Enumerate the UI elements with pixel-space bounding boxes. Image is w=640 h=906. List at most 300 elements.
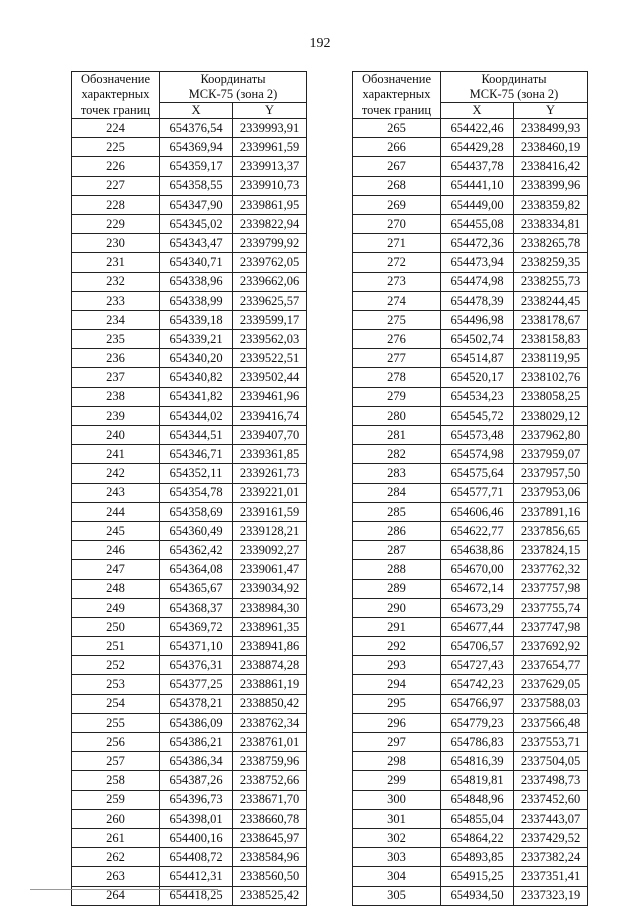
point-header-line: характерных [362, 87, 431, 102]
x-coordinate-cell: 654359,17 [160, 157, 233, 176]
point-number-cell: 230 [72, 234, 160, 253]
x-coordinate-cell: 654368,37 [160, 598, 233, 617]
x-coordinate-cell: 654358,69 [160, 502, 233, 521]
point-number-cell: 234 [72, 310, 160, 329]
x-coordinate-cell: 654766,97 [441, 694, 514, 713]
table-row [72, 713, 307, 732]
table-row [72, 521, 307, 540]
point-number-cell: 251 [72, 637, 160, 656]
point-number-cell: 241 [72, 445, 160, 464]
table-row [72, 291, 307, 310]
y-coordinate-cell: 2339662,06 [233, 272, 307, 291]
point-number-cell: 292 [353, 637, 441, 656]
x-coordinate-cell: 654365,67 [160, 579, 233, 598]
table-row [353, 886, 588, 905]
table-row [353, 828, 588, 847]
point-number-cell: 265 [353, 119, 441, 138]
point-number-cell: 304 [353, 867, 441, 886]
y-coordinate-cell: 2338861,19 [233, 675, 307, 694]
x-coordinate-cell: 654400,16 [160, 828, 233, 847]
table-row [72, 138, 307, 157]
point-number-cell: 242 [72, 464, 160, 483]
y-coordinate-cell: 2339625,57 [233, 291, 307, 310]
footnote-divider [30, 889, 218, 890]
x-coordinate-cell: 654677,44 [441, 617, 514, 636]
table-row [72, 214, 307, 233]
x-coordinate-cell: 654369,94 [160, 138, 233, 157]
y-coordinate-cell: 2337323,19 [514, 886, 588, 905]
table-row [72, 426, 307, 445]
y-coordinate-cell: 2337692,92 [514, 637, 588, 656]
point-number-cell: 248 [72, 579, 160, 598]
x-coordinate-cell: 654371,10 [160, 637, 233, 656]
x-coordinate-cell: 654369,72 [160, 617, 233, 636]
table-row [353, 387, 588, 406]
table-row [72, 790, 307, 809]
x-coordinate-cell: 654742,23 [441, 675, 514, 694]
y-coordinate-cell: 2339034,92 [233, 579, 307, 598]
table-row [72, 445, 307, 464]
y-coordinate-cell: 2337962,80 [514, 426, 588, 445]
x-coordinate-cell: 654449,00 [441, 195, 514, 214]
table-row [72, 598, 307, 617]
x-coordinate-cell: 654575,64 [441, 464, 514, 483]
table-row [353, 272, 588, 291]
point-number-cell: 274 [353, 291, 441, 310]
x-coordinate-cell: 654573,48 [441, 426, 514, 445]
y-coordinate-cell: 2339261,73 [233, 464, 307, 483]
table-row [72, 464, 307, 483]
y-coordinate-cell: 2338102,76 [514, 368, 588, 387]
point-header-line: характерных [81, 87, 150, 102]
y-coordinate-cell: 2337654,77 [514, 656, 588, 675]
coordinates-table-left [71, 71, 307, 906]
x-coordinate-cell: 654364,08 [160, 560, 233, 579]
x-coordinate-cell: 654344,02 [160, 406, 233, 425]
table-row [353, 138, 588, 157]
x-coordinate-cell: 654455,08 [441, 214, 514, 233]
table-row [353, 656, 588, 675]
y-coordinate-cell: 2337762,32 [514, 560, 588, 579]
y-coordinate-cell: 2337953,06 [514, 483, 588, 502]
point-number-cell: 291 [353, 617, 441, 636]
y-coordinate-cell: 2339861,95 [233, 195, 307, 214]
x-coordinate-cell: 654545,72 [441, 406, 514, 425]
y-coordinate-cell: 2337429,52 [514, 828, 588, 847]
x-coordinate-cell: 654362,42 [160, 541, 233, 560]
coordinates-header: Координаты [160, 72, 307, 88]
table-body-left [72, 119, 307, 906]
y-coordinate-cell: 2337566,48 [514, 713, 588, 732]
y-coordinate-cell: 2338259,35 [514, 253, 588, 272]
x-coordinate-cell: 654339,21 [160, 330, 233, 349]
y-coordinate-cell: 2339461,96 [233, 387, 307, 406]
table-row [353, 675, 588, 694]
x-coordinate-cell: 654606,46 [441, 502, 514, 521]
point-number-cell: 254 [72, 694, 160, 713]
y-coordinate-cell: 2337747,98 [514, 617, 588, 636]
table-row [72, 176, 307, 195]
point-number-cell: 232 [72, 272, 160, 291]
y-coordinate-cell: 2338874,28 [233, 656, 307, 675]
table-row [72, 368, 307, 387]
point-number-cell: 260 [72, 809, 160, 828]
table-row [72, 483, 307, 502]
point-number-cell: 261 [72, 828, 160, 847]
point-number-cell: 296 [353, 713, 441, 732]
table-row [353, 752, 588, 771]
y-coordinate-cell: 2338416,42 [514, 157, 588, 176]
y-coordinate-cell: 2337382,24 [514, 848, 588, 867]
x-coordinate-cell: 654441,10 [441, 176, 514, 195]
point-header-line: точек границ [361, 102, 432, 117]
point-number-cell: 279 [353, 387, 441, 406]
point-number-cell: 247 [72, 560, 160, 579]
point-number-cell: 253 [72, 675, 160, 694]
point-number-cell: 238 [72, 387, 160, 406]
y-coordinate-cell: 2339522,51 [233, 349, 307, 368]
point-number-cell: 289 [353, 579, 441, 598]
table-row [353, 426, 588, 445]
table-row [353, 579, 588, 598]
x-coordinate-cell: 654387,26 [160, 771, 233, 790]
x-coordinate-cell: 654339,18 [160, 310, 233, 329]
y-coordinate-cell: 2339961,59 [233, 138, 307, 157]
point-number-cell: 240 [72, 426, 160, 445]
table-row [353, 330, 588, 349]
x-coordinate-cell: 654340,71 [160, 253, 233, 272]
table-row [353, 176, 588, 195]
y-coordinate-cell: 2338645,97 [233, 828, 307, 847]
y-coordinate-cell: 2338671,70 [233, 790, 307, 809]
y-coordinate-cell: 2338660,78 [233, 809, 307, 828]
x-coordinate-cell: 654345,02 [160, 214, 233, 233]
x-coordinate-cell: 654472,36 [441, 234, 514, 253]
y-coordinate-cell: 2337553,71 [514, 733, 588, 752]
y-coordinate-cell: 2338158,83 [514, 330, 588, 349]
y-coordinate-cell: 2339161,59 [233, 502, 307, 521]
point-number-cell: 285 [353, 502, 441, 521]
point-number-cell: 237 [72, 368, 160, 387]
x-coordinate-cell: 654386,34 [160, 752, 233, 771]
point-number-cell: 256 [72, 733, 160, 752]
y-coordinate-cell: 2337856,65 [514, 521, 588, 540]
x-coordinate-cell: 654437,78 [441, 157, 514, 176]
point-number-cell: 224 [72, 119, 160, 138]
x-coordinate-cell: 654577,71 [441, 483, 514, 502]
y-coordinate-cell: 2338560,50 [233, 867, 307, 886]
table-row [72, 330, 307, 349]
x-coordinate-cell: 654429,28 [441, 138, 514, 157]
x-coordinate-cell: 654893,85 [441, 848, 514, 867]
table-row [72, 637, 307, 656]
point-header-line: Обозначение [80, 72, 151, 86]
x-coordinate-cell: 654855,04 [441, 809, 514, 828]
x-coordinate-cell: 654496,98 [441, 310, 514, 329]
point-number-cell: 227 [72, 176, 160, 195]
y-coordinate-cell: 2338460,19 [514, 138, 588, 157]
y-coordinate-cell: 2339599,17 [233, 310, 307, 329]
x-coordinate-cell: 654340,82 [160, 368, 233, 387]
point-number-cell: 280 [353, 406, 441, 425]
x-coordinate-cell: 654341,82 [160, 387, 233, 406]
x-coordinate-cell: 654396,73 [160, 790, 233, 809]
point-number-cell: 264 [72, 886, 160, 905]
x-coordinate-cell: 654412,31 [160, 867, 233, 886]
table-row [353, 521, 588, 540]
table-row [353, 464, 588, 483]
table-row [353, 790, 588, 809]
table-row [353, 694, 588, 713]
table-row [353, 771, 588, 790]
table-body-right [353, 119, 588, 906]
y-coordinate-cell: 2339128,21 [233, 521, 307, 540]
y-coordinate-cell: 2339092,27 [233, 541, 307, 560]
point-number-cell: 281 [353, 426, 441, 445]
table-row [353, 541, 588, 560]
y-coordinate-cell: 2339361,85 [233, 445, 307, 464]
table-row [353, 157, 588, 176]
table-row [353, 560, 588, 579]
point-number-cell: 302 [353, 828, 441, 847]
point-number-cell: 263 [72, 867, 160, 886]
x-coordinate-cell: 654473,94 [441, 253, 514, 272]
x-coordinate-cell: 654786,83 [441, 733, 514, 752]
x-coordinate-cell: 654352,11 [160, 464, 233, 483]
point-number-cell: 298 [353, 752, 441, 771]
table-row [353, 733, 588, 752]
x-coordinate-cell: 654346,71 [160, 445, 233, 464]
table-row [353, 598, 588, 617]
y-coordinate-cell: 2339799,92 [233, 234, 307, 253]
point-number-cell: 252 [72, 656, 160, 675]
y-coordinate-cell: 2337757,98 [514, 579, 588, 598]
x-coordinate-cell: 654848,96 [441, 790, 514, 809]
table-row [72, 253, 307, 272]
x-coordinate-cell: 654672,14 [441, 579, 514, 598]
point-number-cell: 245 [72, 521, 160, 540]
x-coordinate-cell: 654819,81 [441, 771, 514, 790]
y-coordinate-cell: 2338984,30 [233, 598, 307, 617]
y-coordinate-cell: 2337588,03 [514, 694, 588, 713]
x-coordinate-cell: 654478,39 [441, 291, 514, 310]
point-number-cell: 297 [353, 733, 441, 752]
table-row [353, 234, 588, 253]
y-coordinate-cell: 2338584,96 [233, 848, 307, 867]
y-coordinate-cell: 2339562,03 [233, 330, 307, 349]
point-number-cell: 272 [353, 253, 441, 272]
table-row [353, 445, 588, 464]
x-coordinate-cell: 654340,20 [160, 349, 233, 368]
table-row [353, 368, 588, 387]
point-number-cell: 293 [353, 656, 441, 675]
x-coordinate-cell: 654376,31 [160, 656, 233, 675]
x-coordinate-cell: 654418,25 [160, 886, 233, 905]
table-row [72, 733, 307, 752]
point-number-cell: 288 [353, 560, 441, 579]
y-coordinate-cell: 2339221,01 [233, 483, 307, 502]
x-coordinate-cell: 654915,25 [441, 867, 514, 886]
y-coordinate-cell: 2338058,25 [514, 387, 588, 406]
x-coordinate-cell: 654343,47 [160, 234, 233, 253]
point-number-cell: 259 [72, 790, 160, 809]
y-coordinate-cell: 2338499,93 [514, 119, 588, 138]
table-row [353, 119, 588, 138]
point-number-cell: 257 [72, 752, 160, 771]
y-coordinate-cell: 2339407,70 [233, 426, 307, 445]
table-row [72, 579, 307, 598]
table-row [72, 234, 307, 253]
x-coordinate-cell: 654864,22 [441, 828, 514, 847]
point-designation-header [72, 72, 160, 119]
y-coordinate-cell: 2338762,34 [233, 713, 307, 732]
x-coordinate-cell: 654779,23 [441, 713, 514, 732]
x-coordinate-cell: 654398,01 [160, 809, 233, 828]
x-coordinate-cell: 654816,39 [441, 752, 514, 771]
table-row [72, 617, 307, 636]
point-number-cell: 243 [72, 483, 160, 502]
y-coordinate-cell: 2338961,35 [233, 617, 307, 636]
y-coordinate-cell: 2338850,42 [233, 694, 307, 713]
table-row [72, 809, 307, 828]
x-coordinate-cell: 654934,50 [441, 886, 514, 905]
table-row [353, 253, 588, 272]
y-coordinate-cell: 2337957,50 [514, 464, 588, 483]
y-coordinate-cell: 2337443,07 [514, 809, 588, 828]
point-number-cell: 235 [72, 330, 160, 349]
y-coordinate-cell: 2339762,05 [233, 253, 307, 272]
table-row [72, 867, 307, 886]
point-header-line: точек границ [80, 102, 151, 117]
point-number-cell: 282 [353, 445, 441, 464]
point-header-line: Обозначение [361, 72, 432, 86]
x-coordinate-cell: 654377,25 [160, 675, 233, 694]
table-row [353, 483, 588, 502]
point-number-cell: 231 [72, 253, 160, 272]
table-row [72, 675, 307, 694]
y-coordinate-cell: 2338178,67 [514, 310, 588, 329]
x-coordinate-cell: 654622,77 [441, 521, 514, 540]
x-coordinate-cell: 654386,09 [160, 713, 233, 732]
table-row [72, 828, 307, 847]
x-coordinate-cell: 654670,00 [441, 560, 514, 579]
point-number-cell: 300 [353, 790, 441, 809]
table-row [72, 387, 307, 406]
point-number-cell: 290 [353, 598, 441, 617]
y-coordinate-cell: 2337891,16 [514, 502, 588, 521]
x-coordinate-cell: 654422,46 [441, 119, 514, 138]
point-number-cell: 276 [353, 330, 441, 349]
y-coordinate-cell: 2339993,91 [233, 119, 307, 138]
y-coordinate-cell: 2339502,44 [233, 368, 307, 387]
table-row [353, 502, 588, 521]
point-number-cell: 303 [353, 848, 441, 867]
x-coordinate-cell: 654520,17 [441, 368, 514, 387]
y-coordinate-cell: 2338941,86 [233, 637, 307, 656]
coordinates-table-right [352, 71, 588, 906]
y-coordinate-cell: 2337824,15 [514, 541, 588, 560]
y-coordinate-cell: 2337959,07 [514, 445, 588, 464]
page-number: 192 [309, 36, 331, 51]
point-number-cell: 266 [353, 138, 441, 157]
table-row [72, 541, 307, 560]
point-number-cell: 277 [353, 349, 441, 368]
point-number-cell: 273 [353, 272, 441, 291]
x-coordinate-cell: 654360,49 [160, 521, 233, 540]
x-coordinate-cell: 654338,96 [160, 272, 233, 291]
x-coordinate-cell: 654408,72 [160, 848, 233, 867]
point-number-cell: 228 [72, 195, 160, 214]
x-coordinate-cell: 654338,99 [160, 291, 233, 310]
y-coordinate-cell: 2338334,81 [514, 214, 588, 233]
table-row [72, 771, 307, 790]
x-coordinate-cell: 654727,43 [441, 656, 514, 675]
point-number-cell: 255 [72, 713, 160, 732]
point-designation-header [353, 72, 441, 119]
x-coordinate-cell: 654358,55 [160, 176, 233, 195]
x-coordinate-cell: 654673,29 [441, 598, 514, 617]
point-number-cell: 225 [72, 138, 160, 157]
x-coordinate-cell: 654344,51 [160, 426, 233, 445]
table-row [72, 119, 307, 138]
y-coordinate-cell: 2337629,05 [514, 675, 588, 694]
table-row [72, 195, 307, 214]
point-number-cell: 284 [353, 483, 441, 502]
table-row [72, 406, 307, 425]
point-number-cell: 295 [353, 694, 441, 713]
table-row [353, 406, 588, 425]
y-coordinate-cell: 2338244,45 [514, 291, 588, 310]
point-number-cell: 305 [353, 886, 441, 905]
y-coordinate-cell: 2338399,96 [514, 176, 588, 195]
point-number-cell: 294 [353, 675, 441, 694]
point-number-cell: 250 [72, 617, 160, 636]
table-row [353, 349, 588, 368]
table-row [72, 349, 307, 368]
point-number-cell: 269 [353, 195, 441, 214]
y-coordinate-cell: 2338029,12 [514, 406, 588, 425]
x-coordinate-cell: 654354,78 [160, 483, 233, 502]
point-number-cell: 244 [72, 502, 160, 521]
point-number-cell: 246 [72, 541, 160, 560]
y-coordinate-cell: 2338265,78 [514, 234, 588, 253]
table-row [72, 656, 307, 675]
x-coordinate-cell: 654514,87 [441, 349, 514, 368]
table-row [72, 502, 307, 521]
point-number-cell: 270 [353, 214, 441, 233]
table-row [72, 560, 307, 579]
y-coordinate-cell: 2338761,01 [233, 733, 307, 752]
table-row [353, 637, 588, 656]
point-number-cell: 301 [353, 809, 441, 828]
coordinates-header: Координаты [441, 72, 588, 88]
x-coordinate-cell: 654534,23 [441, 387, 514, 406]
y-coordinate-cell: 2337351,41 [514, 867, 588, 886]
point-number-cell: 271 [353, 234, 441, 253]
point-number-cell: 267 [353, 157, 441, 176]
y-coordinate-cell: 2338255,73 [514, 272, 588, 291]
x-column-header: X [441, 103, 514, 119]
x-coordinate-cell: 654574,98 [441, 445, 514, 464]
y-coordinate-cell: 2338525,42 [233, 886, 307, 905]
x-coordinate-cell: 654378,21 [160, 694, 233, 713]
point-number-cell: 286 [353, 521, 441, 540]
y-coordinate-cell: 2337755,74 [514, 598, 588, 617]
coordinate-system-header: МСК-75 (зона 2) [160, 87, 307, 103]
table-row [353, 195, 588, 214]
point-number-cell: 262 [72, 848, 160, 867]
point-number-cell: 287 [353, 541, 441, 560]
